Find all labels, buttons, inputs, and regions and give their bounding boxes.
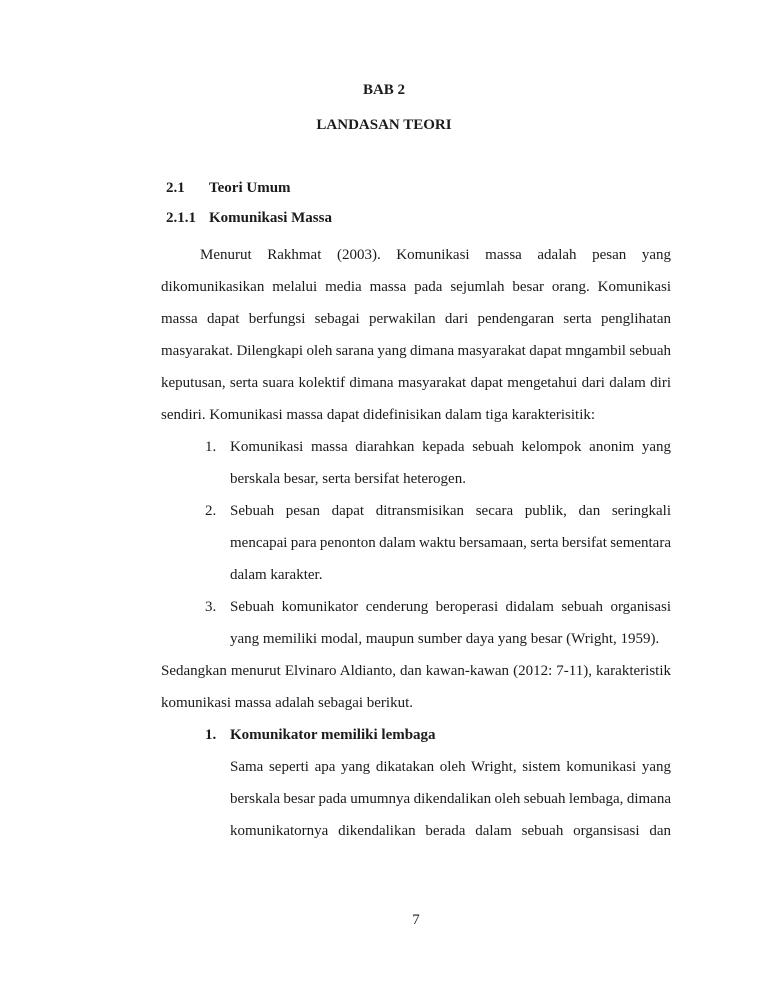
list-line [161,751,671,783]
subsection-number: 2.1.1 [166,210,196,226]
text-line [161,399,671,431]
line-text: Sama seperti apa yang dikatakan oleh Wright, sistem komunikasi yang [230,759,671,775]
list-line [161,815,671,847]
chapter-title: LANDASAN TEORI [316,117,452,133]
subsection-heading [161,202,671,234]
subsection-title: Komunikasi Massa [209,210,332,226]
list-line [161,463,671,495]
list-marker: 2. [205,503,217,519]
chapter-heading: BAB 2 [362,82,406,98]
page-number: 7 [412,912,420,928]
line-text: sendiri. Komunikasi massa dapat didefinisikan dalam tiga karakterisitik: [161,407,596,423]
list-line [161,527,671,559]
list-marker: 1. [205,727,217,743]
line-text: Sedangkan menurut Elvinaro Aldianto, dan kawan-kawan (2012: 7-11), karakteristik [161,663,671,679]
list-line [161,623,671,655]
line-text: yang memiliki modal, maupun sumber daya yang besar (Wright, 1959). [230,631,660,647]
line-text: Komunikasi massa diarahkan kepada sebuah kelompok anonim yang [230,439,671,455]
line-text: berskala besar, serta bersifat heterogen. [230,471,466,487]
line-text: Komunikator memiliki lembaga [230,727,436,743]
text-line [161,335,671,367]
line-text: Sebuah pesan dapat ditransmisikan secara publik, dan seringkali [230,503,671,519]
text-line [161,303,671,335]
line-text: komunikatornya dikendalikan berada dalam sebuah organsisasi dan [230,823,671,839]
line-text: keputusan, serta suara kolektif dimana masyarakat dapat mengetahui dari dalam diri [161,375,671,391]
line-text: Menurut Rakhmat (2003). Komunikasi massa adalah pesan yang [200,247,671,263]
list-marker: 3. [205,599,217,615]
text-line [161,655,671,687]
text-line [161,687,671,719]
list-line [161,559,671,591]
list-line [161,719,671,751]
line-text: berskala besar pada umumnya dikendalikan oleh sebuah lembaga, dimana [230,791,671,807]
section-title: Teori Umum [209,180,291,196]
line-text: komunikasi massa adalah sebagai berikut. [161,695,414,711]
text-line [161,271,671,303]
line-text: massa dapat berfungsi sebagai perwakilan dari pendengaran serta penglihatan [161,311,671,327]
line-text: mencapai para penonton dalam waktu bersamaan, serta bersifat sementara [230,535,671,551]
line-text: dikomunikasikan melalui media massa pada sejumlah besar orang. Komunikasi [161,279,671,295]
section-number: 2.1 [166,180,185,196]
list-marker: 1. [205,439,217,455]
text-line [161,239,671,271]
content-lines [161,239,671,847]
line-text: dalam karakter. [230,567,323,583]
text-line [161,367,671,399]
list-line [161,591,671,623]
list-line [161,495,671,527]
line-text: masyarakat. Dilengkapi oleh sarana yang dimana masyarakat dapat mngambil sebuah [161,343,671,359]
line-text: Sebuah komunikator cenderung beroperasi didalam sebuah organisasi [230,599,671,615]
list-line [161,431,671,463]
list-line [161,783,671,815]
section-heading [161,172,671,204]
